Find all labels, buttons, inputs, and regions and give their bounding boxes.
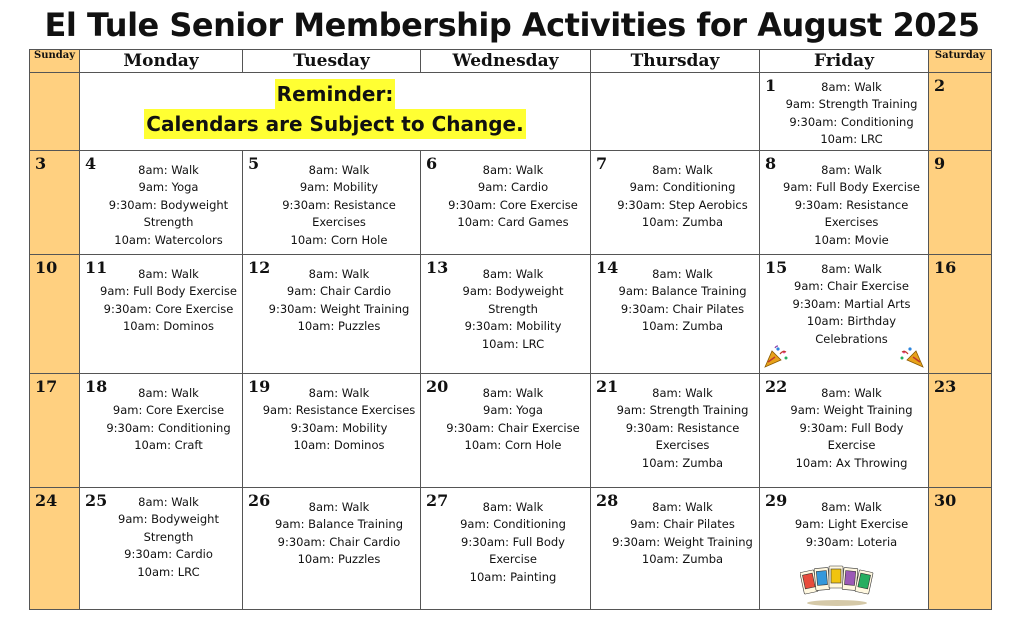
day-cell-12	[243, 255, 421, 374]
header-tuesday: Tuesday	[243, 50, 421, 73]
header-saturday: Saturday	[929, 50, 992, 73]
day-number: 3	[35, 154, 47, 173]
activity-item: 10am: LRC	[481, 336, 545, 351]
activity-item: 9:30am: Weight Training	[612, 534, 753, 549]
day-number: 26	[248, 491, 271, 510]
activity-item: 9:30am: Chair Exercise	[446, 420, 580, 435]
day-number: 25	[85, 491, 108, 510]
day-cell-10	[30, 255, 80, 374]
day-number: 28	[596, 491, 619, 510]
day-number: 5	[248, 154, 260, 173]
activity-list	[421, 151, 590, 232]
reminder-title: Reminder:	[275, 79, 396, 109]
activity-item: 8am: Walk	[821, 500, 882, 514]
day-number: 20	[426, 377, 449, 396]
activity-item: 9:30am: Core Exercise	[103, 301, 234, 316]
activity-item: 10am: Corn Hole	[290, 232, 388, 247]
activity-item: 8am: Walk	[821, 386, 882, 400]
activity-item: 9am: Full Body Exercise	[783, 180, 920, 195]
activity-item: 10am: Corn Hole	[464, 438, 562, 453]
day-number: 15	[765, 258, 788, 277]
reminder-text: Calendars are Subject to Change.	[144, 109, 525, 139]
activity-item: 10am: Craft	[134, 438, 203, 453]
day-number: 9	[934, 154, 946, 173]
activity-item: 10am: Birthday Celebrations	[806, 314, 897, 346]
day-cell-11	[80, 255, 243, 374]
activity-item: 9am: Conditioning	[629, 180, 736, 195]
day-cell-empty	[30, 73, 80, 151]
activity-item: 9:30am: Full Body Exercise	[461, 534, 565, 567]
day-cell-empty	[591, 73, 760, 151]
day-cell-29	[760, 488, 929, 610]
activity-item: 8am: Walk	[308, 163, 370, 177]
day-number: 22	[765, 377, 788, 396]
activity-item: 9:30am: Chair Pilates	[620, 301, 745, 316]
day-cell-16	[929, 255, 992, 374]
reminder-banner	[80, 73, 590, 139]
activity-item: 9am: Cardio	[477, 180, 549, 195]
day-cell-28	[591, 488, 760, 610]
activity-item: 8am: Walk	[308, 386, 370, 400]
activity-item: 10am: Zumba	[641, 215, 724, 230]
activity-item: 9:30am: Chair Cardio	[277, 534, 401, 549]
activity-item: 8am: Walk	[138, 386, 199, 400]
activity-item: 9am: Bodyweight Strength	[462, 284, 564, 316]
activity-item: 8am: Walk	[821, 80, 882, 94]
day-cell-19	[243, 374, 421, 488]
activity-item: 9am: Bodyweight Strength	[118, 512, 219, 544]
activity-list	[591, 151, 759, 232]
day-cell-6	[421, 151, 591, 255]
day-cell-26	[243, 488, 421, 610]
day-cell-3	[30, 151, 80, 255]
day-cell-4	[80, 151, 243, 255]
activity-item: 9:30am: Loteria	[805, 534, 898, 549]
day-cell-30	[929, 488, 992, 610]
day-number: 21	[596, 377, 619, 396]
week-row-1	[30, 73, 992, 151]
activity-item: 8am: Walk	[482, 500, 544, 514]
activity-item: 8am: Walk	[138, 267, 199, 281]
activity-item: 9:30am: Resistance Exercises	[794, 197, 909, 230]
activity-item: 10am: Card Games	[457, 215, 569, 230]
loteria-cards-icon	[800, 565, 874, 607]
activity-item: 9am: Mobility	[299, 180, 379, 195]
day-number: 29	[765, 491, 788, 510]
day-number: 6	[426, 154, 438, 173]
header-thursday: Thursday	[591, 50, 760, 73]
week-row-5	[30, 488, 992, 610]
day-cell-7	[591, 151, 760, 255]
activity-item: 9am: Balance Training	[275, 517, 403, 532]
reminder-cell	[80, 73, 591, 151]
calendar-grid	[29, 49, 992, 610]
activity-item: 10am: Zumba	[641, 552, 724, 567]
activity-item: 9am: Resistance Exercises	[262, 403, 416, 418]
activity-item: 8am: Walk	[138, 495, 199, 509]
activity-item: 10am: Ax Throwing	[795, 455, 908, 470]
day-number: 19	[248, 377, 271, 396]
day-cell-27	[421, 488, 591, 610]
week-row-3	[30, 255, 992, 374]
header-wednesday: Wednesday	[421, 50, 591, 73]
day-number: 14	[596, 258, 619, 277]
day-number: 16	[934, 258, 957, 277]
activity-item: 10am: LRC	[820, 132, 883, 147]
activity-item: 9:30am: Resistance Exercises	[625, 420, 740, 453]
activity-item: 9am: Yoga	[483, 403, 543, 418]
page-title: El Tule Senior Membership Activities for August 2025	[44, 6, 980, 44]
activity-item: 9:30am: Step Aerobics	[617, 197, 748, 212]
activity-item: 9:30am: Conditioning	[106, 420, 231, 435]
day-cell-18	[80, 374, 243, 488]
header-friday: Friday	[760, 50, 929, 73]
day-number: 17	[35, 377, 58, 396]
activity-item: 9:30am: Bodyweight Strength	[108, 197, 229, 230]
day-number: 24	[35, 491, 58, 510]
activity-item: 8am: Walk	[652, 267, 713, 281]
activity-item: 10am: Zumba	[641, 319, 724, 334]
activity-list	[760, 73, 928, 149]
activity-item: 8am: Walk	[308, 267, 370, 281]
week-row-2	[30, 151, 992, 255]
day-cell-5	[243, 151, 421, 255]
activity-item: 10am: Puzzles	[297, 319, 381, 334]
activity-item: 10am: Watercolors	[114, 232, 223, 247]
day-cell-13	[421, 255, 591, 374]
day-number: 27	[426, 491, 449, 510]
day-number: 4	[85, 154, 97, 173]
activity-item: 9:30am: Mobility	[464, 319, 562, 334]
activity-item: 9am: Chair Pilates	[630, 517, 735, 532]
day-number: 7	[596, 154, 608, 173]
day-cell-14	[591, 255, 760, 374]
party-popper-icon	[899, 345, 925, 369]
header-sunday: Sunday	[30, 50, 80, 73]
activity-item: 8am: Walk	[821, 163, 882, 177]
activity-item: 9am: Conditioning	[460, 517, 566, 532]
activity-item: 9:30am: Core Exercise	[448, 197, 578, 212]
day-cell-15	[760, 255, 929, 374]
week-row-4	[30, 374, 992, 488]
activity-item: 9am: Strength Training	[616, 403, 749, 418]
activity-item: 9am: Chair Cardio	[286, 284, 392, 299]
day-number: 18	[85, 377, 108, 396]
day-number: 30	[934, 491, 957, 510]
activity-item: 9am: Light Exercise	[794, 517, 909, 532]
activity-item: 9:30am: Full Body Exercise	[799, 420, 904, 453]
day-cell-21	[591, 374, 760, 488]
activity-item: 8am: Walk	[652, 386, 713, 400]
activity-item: 9am: Balance Training	[618, 284, 747, 299]
day-cell-9	[929, 151, 992, 255]
activity-list	[760, 151, 928, 249]
day-cell-24	[30, 488, 80, 610]
party-popper-icon	[763, 345, 789, 369]
day-number: 10	[35, 258, 58, 277]
day-cell-2	[929, 73, 992, 151]
activity-item: 10am: Puzzles	[297, 552, 381, 567]
activity-item: 10am: Movie	[814, 232, 889, 247]
day-cell-23	[929, 374, 992, 488]
activity-item: 9am: Full Body Exercise	[100, 284, 237, 299]
day-number: 1	[765, 76, 777, 95]
activity-item: 10am: Dominos	[293, 438, 385, 453]
activity-list	[243, 151, 420, 249]
header-monday: Monday	[80, 50, 243, 73]
activity-item: 9:30am: Martial Arts	[792, 296, 911, 311]
day-number: 12	[248, 258, 271, 277]
activity-item: 10am: Dominos	[122, 319, 215, 334]
day-number: 23	[934, 377, 957, 396]
activity-list	[80, 151, 242, 249]
activity-item: 8am: Walk	[652, 163, 713, 177]
activity-item: 8am: Walk	[821, 262, 882, 276]
day-number: 13	[426, 258, 449, 277]
activity-item: 9am: Weight Training	[790, 403, 913, 418]
activity-item: 10am: Painting	[469, 569, 557, 584]
activity-item: 8am: Walk	[138, 163, 199, 177]
activity-item: 9:30am: Cardio	[124, 547, 213, 562]
activity-item: 9:30am: Conditioning	[789, 114, 914, 129]
activity-item: 9am: Strength Training	[785, 97, 918, 112]
day-cell-20	[421, 374, 591, 488]
activity-item: 9am: Core Exercise	[112, 403, 225, 418]
weekday-header-row	[30, 50, 992, 73]
day-cell-1	[760, 73, 929, 151]
day-cell-8	[760, 151, 929, 255]
day-cell-25	[80, 488, 243, 610]
activity-item: 8am: Walk	[482, 163, 544, 177]
activity-item: 8am: Walk	[308, 500, 370, 514]
activity-item: 9:30am: Weight Training	[268, 301, 410, 316]
activity-item: 9am: Yoga	[138, 180, 199, 195]
activity-item: 8am: Walk	[482, 267, 544, 281]
day-number: 11	[85, 258, 108, 277]
day-number: 8	[765, 154, 777, 173]
activity-item: 10am: Zumba	[641, 455, 724, 470]
day-cell-17	[30, 374, 80, 488]
activity-item: 8am: Walk	[482, 386, 544, 400]
day-cell-22	[760, 374, 929, 488]
activity-item: 10am: LRC	[137, 564, 200, 579]
activity-item: 9:30am: Mobility	[290, 420, 388, 435]
activity-item: 9:30am: Resistance Exercises	[282, 197, 396, 230]
day-number: 2	[934, 76, 946, 95]
activity-item: 9am: Chair Exercise	[794, 279, 909, 294]
activity-item: 8am: Walk	[652, 500, 713, 514]
